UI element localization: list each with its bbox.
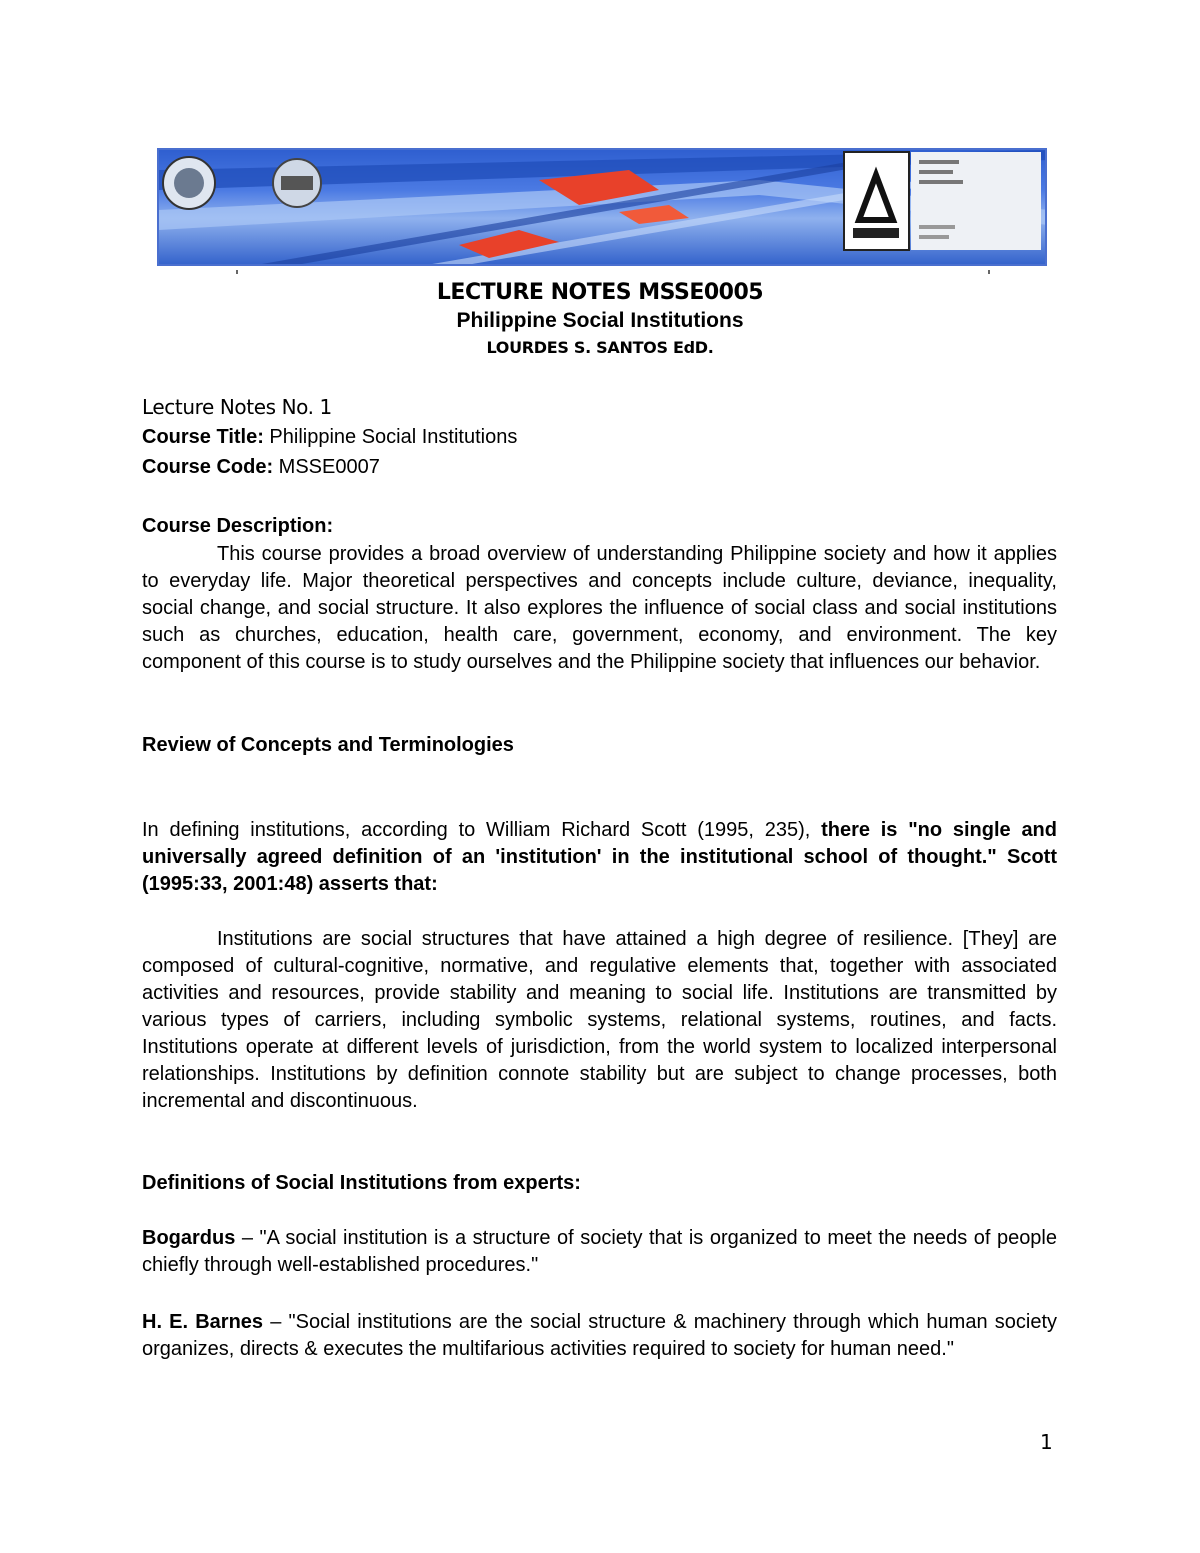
definitions-heading: Definitions of Social Institutions from experts: <box>142 1172 581 1194</box>
review-heading: Review of Concepts and Terminologies <box>142 734 514 756</box>
course-description-heading: Course Description: <box>142 515 334 537</box>
definition-author: Bogardus <box>142 1227 236 1249</box>
definition-text: – "Social institutions are the social structure & machinery through which human society organizes, directs & executes the multifarious activities required to society for human need." <box>142 1311 1057 1360</box>
course-title-line <box>142 426 517 449</box>
document-author: LOURDES S. SANTOS EdD. <box>486 338 714 357</box>
school-seal-icon <box>163 157 215 209</box>
review-intro <box>142 817 1057 898</box>
definition-author: H. E. Barnes <box>142 1311 264 1333</box>
scott-quote: Institutions are social structures that have attained a high degree of resilience. [They] are composed of cultural-cognitive, normative, and regulative elements that, together with associated activities and resources, provide stability and meaning to social life. Institutions are transmitted by various types of carriers, including symbolic systems, relational systems, routines, and facts. Institutions operate at different levels of jurisdiction, from the world system to localized interpersonal relationships. Institutions by definition connote stability but are subject to change processes, both incremental and discontinuous. <box>142 928 1057 1112</box>
course-code-label: Course Code: <box>142 456 274 478</box>
definition-text: – "A social institution is a structure of society that is organized to meet the needs of people chiefly through well-established procedures." <box>142 1227 1057 1276</box>
review-intro-plain: In defining institutions, according to William Richard Scott (1995, 235), <box>142 819 822 841</box>
lecture-number: Lecture Notes No. 1 <box>142 395 332 419</box>
review-intro-bold: there is "no single and universally agreed definition of an 'institution' in the institutional school of thought." Scott (1995:33, 2001:48) asserts that: <box>142 819 1057 895</box>
course-description-text: This course provides a broad overview of understanding Philippine society and how it applies to everyday life. Major theoretical perspectives and concepts include culture, deviance, inequality, social change, and social structure. It also explores the influence of social class and social institutions such as churches, education, health care, government, economy, and environment. The key component of this course is to study ourselves and the Philippine society that influences our behavior. <box>142 543 1057 673</box>
page-number: 1 <box>1040 1430 1053 1454</box>
header-banner-image <box>157 148 1047 266</box>
margin-mark <box>988 270 990 274</box>
document-title: LECTURE NOTES MSSE0005 <box>436 280 764 305</box>
margin-mark <box>236 270 238 274</box>
course-title-label: Course Title: <box>142 426 264 448</box>
course-code-line <box>142 456 380 479</box>
course-title-value: Philippine Social Institutions <box>263 426 518 448</box>
definition-item <box>142 1225 1057 1279</box>
document-subtitle: Philippine Social Institutions <box>456 309 744 332</box>
college-logo-icon <box>273 159 321 207</box>
definition-item <box>142 1309 1057 1363</box>
course-code-value: MSSE0007 <box>273 456 380 478</box>
certification-badge-icon <box>844 152 1041 250</box>
